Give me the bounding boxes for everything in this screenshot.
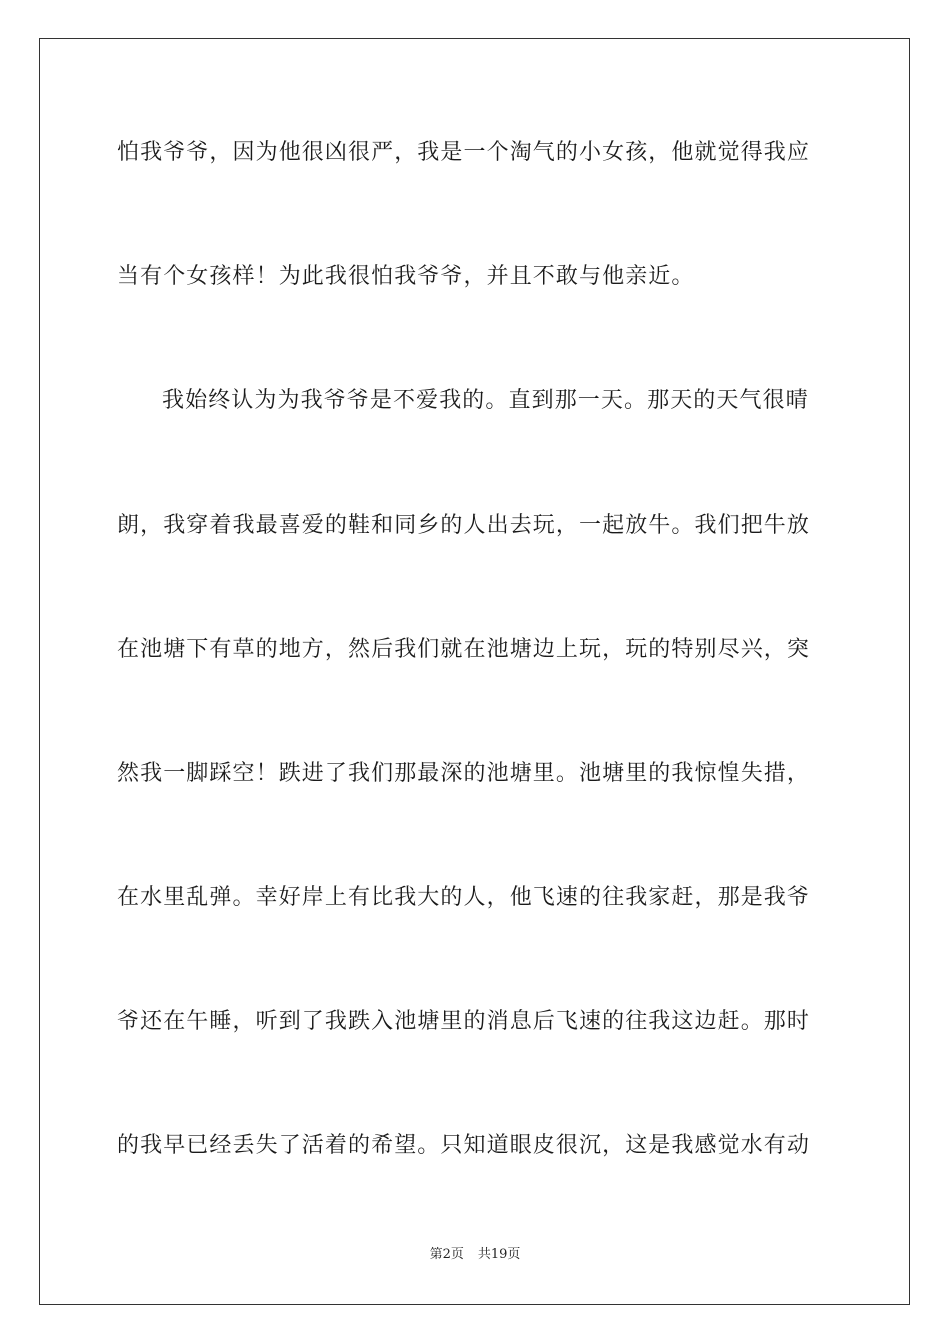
text-line: 怕我爷爷，因为他很凶很严，我是一个淘气的小女孩，他就觉得我应 bbox=[117, 140, 811, 165]
paragraph-start-line: 我始终认为为我爷爷是不爱我的。直到那一天。那天的天气很晴 bbox=[162, 388, 809, 413]
page-footer bbox=[0, 1246, 950, 1264]
text-line: 在池塘下有草的地方，然后我们就在池塘边上玩，玩的特别尽兴，突 bbox=[117, 637, 811, 662]
page-border bbox=[39, 38, 910, 1305]
page-number: 第2页 bbox=[429, 1247, 464, 1262]
text-line: 当有个女孩样！为此我很怕我爷爷，并且不敢与他亲近。 bbox=[117, 264, 695, 289]
text-line: 的我早已经丢失了活着的希望。只知道眼皮很沉，这是我感觉水有动 bbox=[117, 1133, 811, 1158]
text-line: 朗，我穿着我最喜爱的鞋和同乡的人出去玩，一起放牛。我们把牛放 bbox=[117, 513, 811, 538]
text-line: 然我一脚踩空！跌进了我们那最深的池塘里。池塘里的我惊惶失措， bbox=[117, 761, 811, 786]
total-pages: 共19页 bbox=[477, 1247, 521, 1262]
text-line: 爷还在午睡，听到了我跌入池塘里的消息后飞速的往我这边赶。那时 bbox=[117, 1009, 811, 1034]
text-line: 在水里乱弹。幸好岸上有比我大的人，他飞速的往我家赶，那是我爷 bbox=[117, 885, 811, 910]
